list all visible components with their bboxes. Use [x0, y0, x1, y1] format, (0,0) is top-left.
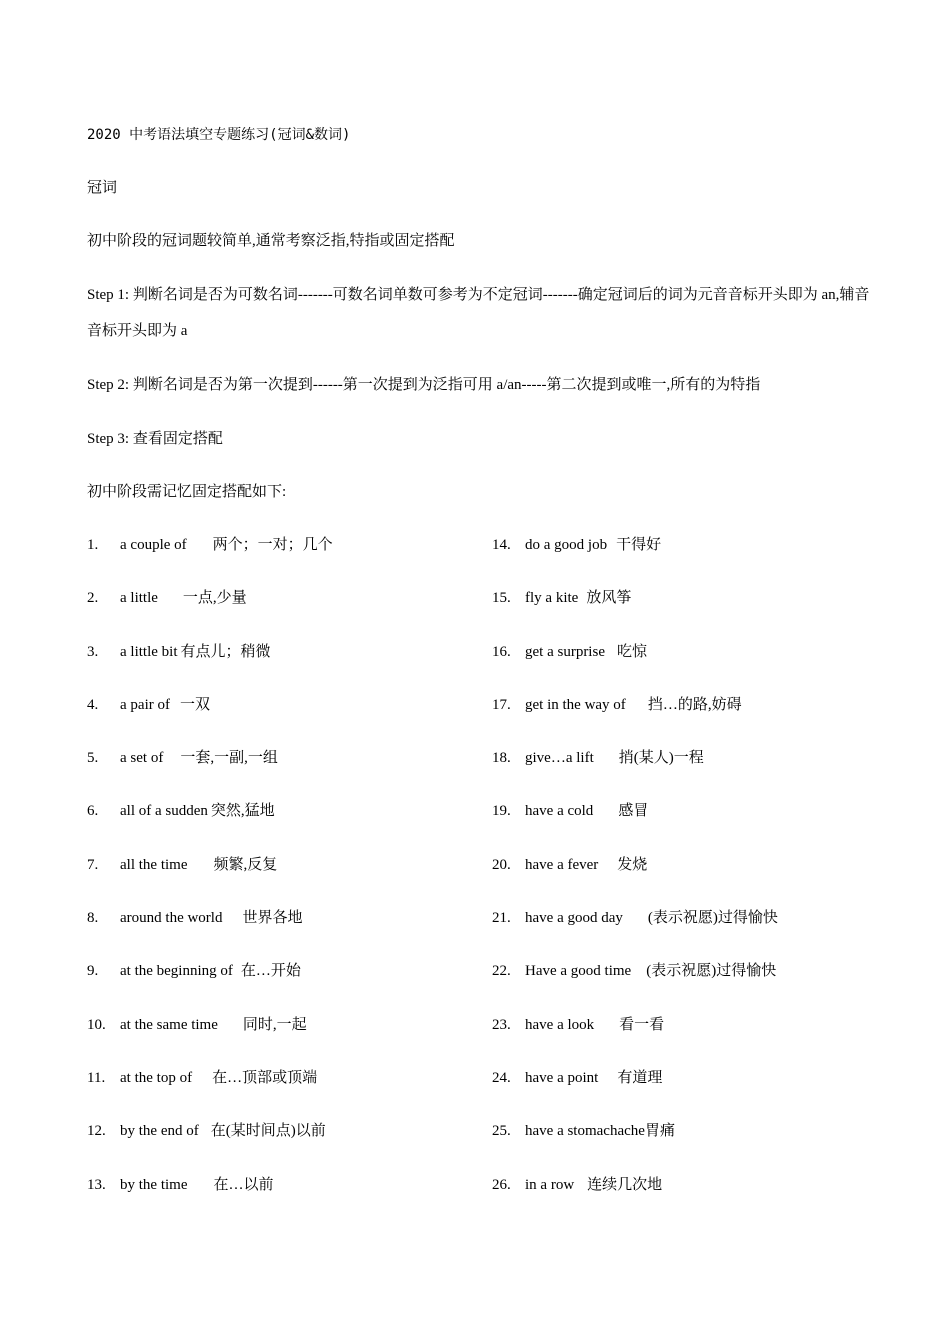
- item-number: 15.: [492, 590, 511, 607]
- phrase-list-right: [492, 535, 892, 1228]
- item-number: 11.: [87, 1069, 106, 1086]
- item-meaning: 看一看: [619, 1016, 665, 1033]
- item-meaning: 在…顶部或顶端: [212, 1069, 318, 1086]
- item-phrase: a little: [120, 590, 158, 607]
- phrase-list-left: [87, 535, 487, 1228]
- item-meaning: 两个；一对；几个: [212, 537, 333, 553]
- list-item: [87, 642, 487, 695]
- list-item: [87, 748, 487, 801]
- item-phrase: at the same time: [120, 1016, 218, 1033]
- item-number: 26.: [492, 1176, 511, 1193]
- intro-paragraph: 初中阶段的冠词题较简单,通常考察泛指,特指或固定搭配: [87, 233, 455, 249]
- item-number: 14.: [492, 537, 511, 553]
- item-number: 9.: [87, 963, 99, 980]
- item-meaning: 干得好: [616, 537, 662, 553]
- item-phrase: a pair of: [120, 696, 170, 713]
- step3-paragraph: Step 3: 查看固定搭配: [87, 431, 223, 447]
- item-phrase: all the time: [120, 856, 188, 873]
- list-item: [492, 642, 892, 695]
- item-meaning: (表示祝愿)过得愉快: [647, 910, 778, 927]
- item-phrase: a set of: [120, 750, 164, 767]
- list-item: [492, 1175, 892, 1228]
- item-number: 6.: [87, 803, 99, 820]
- item-phrase: by the time: [120, 1176, 188, 1193]
- item-number: 16.: [492, 643, 511, 660]
- item-meaning: 感冒: [618, 803, 649, 820]
- item-number: 2.: [87, 590, 99, 607]
- list-item: [492, 1121, 892, 1174]
- list-item: [87, 1175, 487, 1228]
- item-number: 21.: [492, 910, 511, 927]
- item-phrase: do a good job: [525, 537, 608, 553]
- item-phrase: get a surprise: [525, 643, 605, 660]
- item-phrase: around the world: [120, 910, 223, 927]
- item-phrase: have a cold: [525, 803, 594, 820]
- item-meaning: 在(某时间点)以前: [210, 1123, 326, 1140]
- item-number: 4.: [87, 696, 99, 713]
- item-phrase: have a look: [525, 1016, 595, 1033]
- item-number: 19.: [492, 803, 511, 820]
- section-heading: 冠词: [87, 180, 118, 196]
- list-item: [492, 535, 892, 588]
- list-item: [492, 961, 892, 1014]
- item-number: 12.: [87, 1123, 106, 1140]
- document-title: 2020 中考语法填空专题练习(冠词&数词): [87, 127, 351, 143]
- item-phrase: in a row: [525, 1176, 575, 1193]
- item-meaning: 有道理: [617, 1069, 663, 1086]
- item-number: 20.: [492, 856, 511, 873]
- item-meaning: 连续几次地: [587, 1176, 663, 1193]
- item-phrase: a little bit: [120, 643, 178, 660]
- list-item: [492, 855, 892, 908]
- item-meaning: 一双: [179, 696, 210, 713]
- item-number: 5.: [87, 750, 99, 767]
- item-meaning: 同时,一起: [242, 1016, 307, 1033]
- item-meaning: 有点儿；稍微: [180, 643, 271, 660]
- list-item: [492, 588, 892, 641]
- item-number: 7.: [87, 856, 99, 873]
- item-phrase: get in the way of: [525, 696, 626, 713]
- item-meaning: 胃痛: [644, 1123, 675, 1140]
- item-phrase: have a stomachache: [525, 1123, 645, 1140]
- list-item: [87, 695, 487, 748]
- list-item: [492, 1015, 892, 1068]
- list-intro: 初中阶段需记忆固定搭配如下:: [87, 484, 287, 500]
- item-number: 18.: [492, 750, 511, 767]
- list-item: [87, 908, 487, 961]
- item-number: 24.: [492, 1069, 511, 1086]
- item-phrase: by the end of: [120, 1123, 199, 1140]
- item-number: 8.: [87, 910, 99, 927]
- item-number: 3.: [87, 643, 99, 660]
- item-number: 1.: [87, 537, 99, 553]
- list-item: [87, 1121, 487, 1174]
- list-item: [87, 855, 487, 908]
- item-phrase: at the beginning of: [120, 963, 233, 980]
- item-phrase: fly a kite: [525, 590, 579, 607]
- item-number: 25.: [492, 1123, 511, 1140]
- item-meaning: 在…以前: [213, 1176, 274, 1193]
- list-item: [492, 801, 892, 854]
- item-phrase: at the top of: [120, 1069, 193, 1086]
- item-meaning: 挡…的路,妨碍: [647, 696, 742, 713]
- item-phrase: give…a lift: [525, 750, 594, 767]
- item-phrase: have a good day: [525, 910, 623, 927]
- list-item: [87, 961, 487, 1014]
- item-meaning: 吃惊: [616, 643, 647, 660]
- item-meaning: 频繁,反复: [213, 856, 278, 873]
- list-item: [492, 1068, 892, 1121]
- item-meaning: 放风筝: [586, 590, 632, 607]
- item-meaning: 世界各地: [242, 910, 303, 927]
- list-item: [87, 1015, 487, 1068]
- item-number: 17.: [492, 696, 511, 713]
- item-phrase: a couple of: [120, 537, 187, 553]
- item-meaning: 捎(某人)一程: [618, 750, 704, 767]
- item-phrase: have a point: [525, 1069, 599, 1086]
- item-number: 22.: [492, 963, 511, 980]
- item-number: 13.: [87, 1176, 106, 1193]
- item-meaning: 一点,少量: [182, 590, 247, 607]
- item-meaning: 在…开始: [240, 963, 301, 980]
- item-meaning: 发烧: [617, 856, 648, 873]
- item-number: 10.: [87, 1016, 106, 1033]
- item-phrase: have a fever: [525, 856, 599, 873]
- item-meaning: 突然,猛地: [210, 803, 275, 820]
- list-item: [87, 1068, 487, 1121]
- item-phrase: Have a good time: [525, 963, 632, 980]
- list-item: [87, 535, 487, 588]
- step1-paragraph: Step 1: 判断名词是否为可数名词-------可数名词单数可参考为不定冠词-------确定冠词后的词为元音音标开头即为 an,辅音音标开头即为 a: [87, 287, 870, 339]
- item-number: 23.: [492, 1016, 511, 1033]
- item-phrase: all of a sudden: [120, 803, 208, 820]
- item-meaning: 一套,一副,一组: [180, 750, 278, 767]
- list-item: [87, 588, 487, 641]
- list-item: [492, 695, 892, 748]
- list-item: [492, 748, 892, 801]
- step2-paragraph: Step 2: 判断名词是否为第一次提到------第一次提到为泛指可用 a/an-----第二次提到或唯一,所有的为特指: [87, 377, 761, 393]
- list-item: [87, 801, 487, 854]
- item-meaning: (表示祝愿)过得愉快: [646, 963, 777, 980]
- list-item: [492, 908, 892, 961]
